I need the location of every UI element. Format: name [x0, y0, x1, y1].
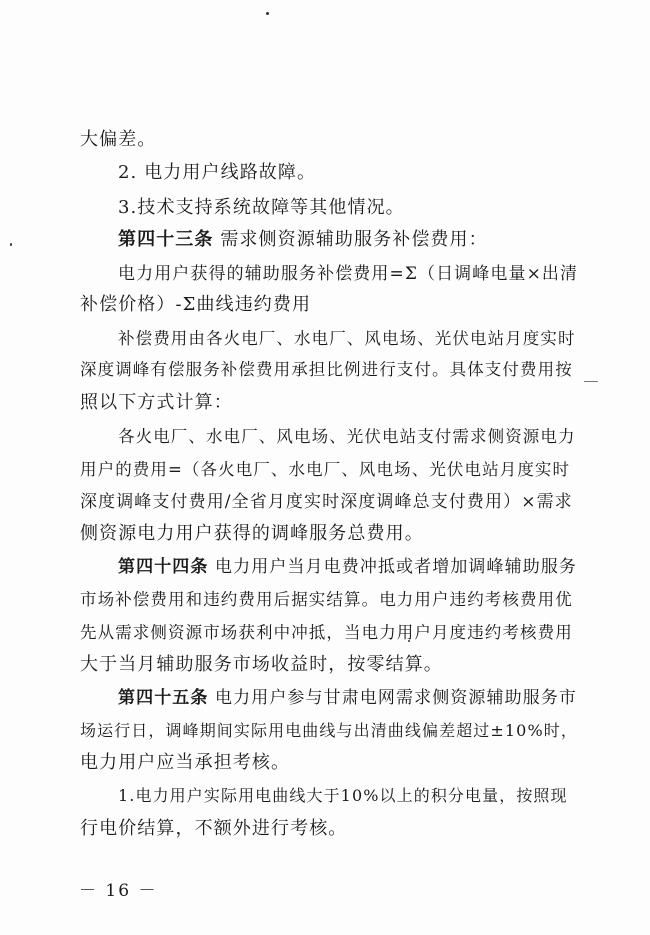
text-line: 行电价结算，不额外进行考核。: [80, 818, 348, 839]
article-43: [118, 228, 488, 252]
text-line: 深度调峰支付费用/全省月度实时深度调峰总支付费用）×需求: [80, 492, 573, 512]
text-line: 侧资源电力用户获得的调峰服务总费用。: [80, 523, 424, 544]
text-line: 2. 电力用户线路故障。: [118, 162, 317, 183]
article-text: 电力用户当月电费冲抵或者增加调峰辅助服务: [215, 557, 578, 577]
text-line: 用户的费用=（各火电厂、水电厂、风电场、光伏电站月度实时: [80, 460, 571, 479]
text-line: 3.技术支持系统故障等其他情况。: [118, 197, 405, 218]
article-heading: 第四十五条: [118, 688, 209, 708]
article-heading: 第四十三条: [118, 229, 214, 250]
text-line: 深度调峰有偿服务补偿费用承担比例进行支付。具体支付费用按: [80, 360, 573, 379]
text-line: 电力用户应当承担考核。: [80, 752, 291, 773]
text-line: 电力用户获得的辅助服务补偿费用=Σ（日调峰电量×出清: [118, 264, 579, 284]
article-44: [118, 555, 577, 579]
scan-speck: [10, 243, 12, 246]
article-45: [118, 686, 577, 710]
text-line: 补偿费用由各火电厂、水电厂、风电场、光伏电站月度实时: [118, 329, 576, 348]
text-line: 大偏差。: [80, 129, 157, 150]
text-line: 大于当月辅助服务市场收益时，按零结算。: [80, 654, 443, 675]
scan-speck: [584, 381, 598, 382]
text-line: 各火电厂、水电厂、风电场、光伏电站支付需求侧资源电力: [118, 427, 576, 446]
text-line: 场运行日，调峰期间实际用电曲线与出清曲线偏差超过±10%时，: [80, 721, 578, 740]
text-line: 照以下方式计算：: [80, 392, 233, 413]
article-text: 电力用户参与甘肃电网需求侧资源辅助服务市: [215, 688, 578, 708]
article-heading: 第四十四条: [118, 557, 209, 577]
text-line: 先从需求侧资源市场获利中冲抵，当电力用户月度违约考核费用: [80, 623, 573, 642]
text-line: 1.电力用户实际用电曲线大于10%以上的积分电量，按照现: [118, 786, 568, 805]
text-line: 市场补偿费用和违约费用后据实结算。电力用户违约考核费用优: [80, 590, 573, 609]
scan-speck: [266, 12, 269, 15]
page-number: － 16 －: [79, 881, 158, 901]
text-line: 补偿价格）-Σ曲线违约费用: [80, 294, 312, 315]
article-text: 需求侧资源辅助服务补偿费用：: [220, 229, 488, 250]
